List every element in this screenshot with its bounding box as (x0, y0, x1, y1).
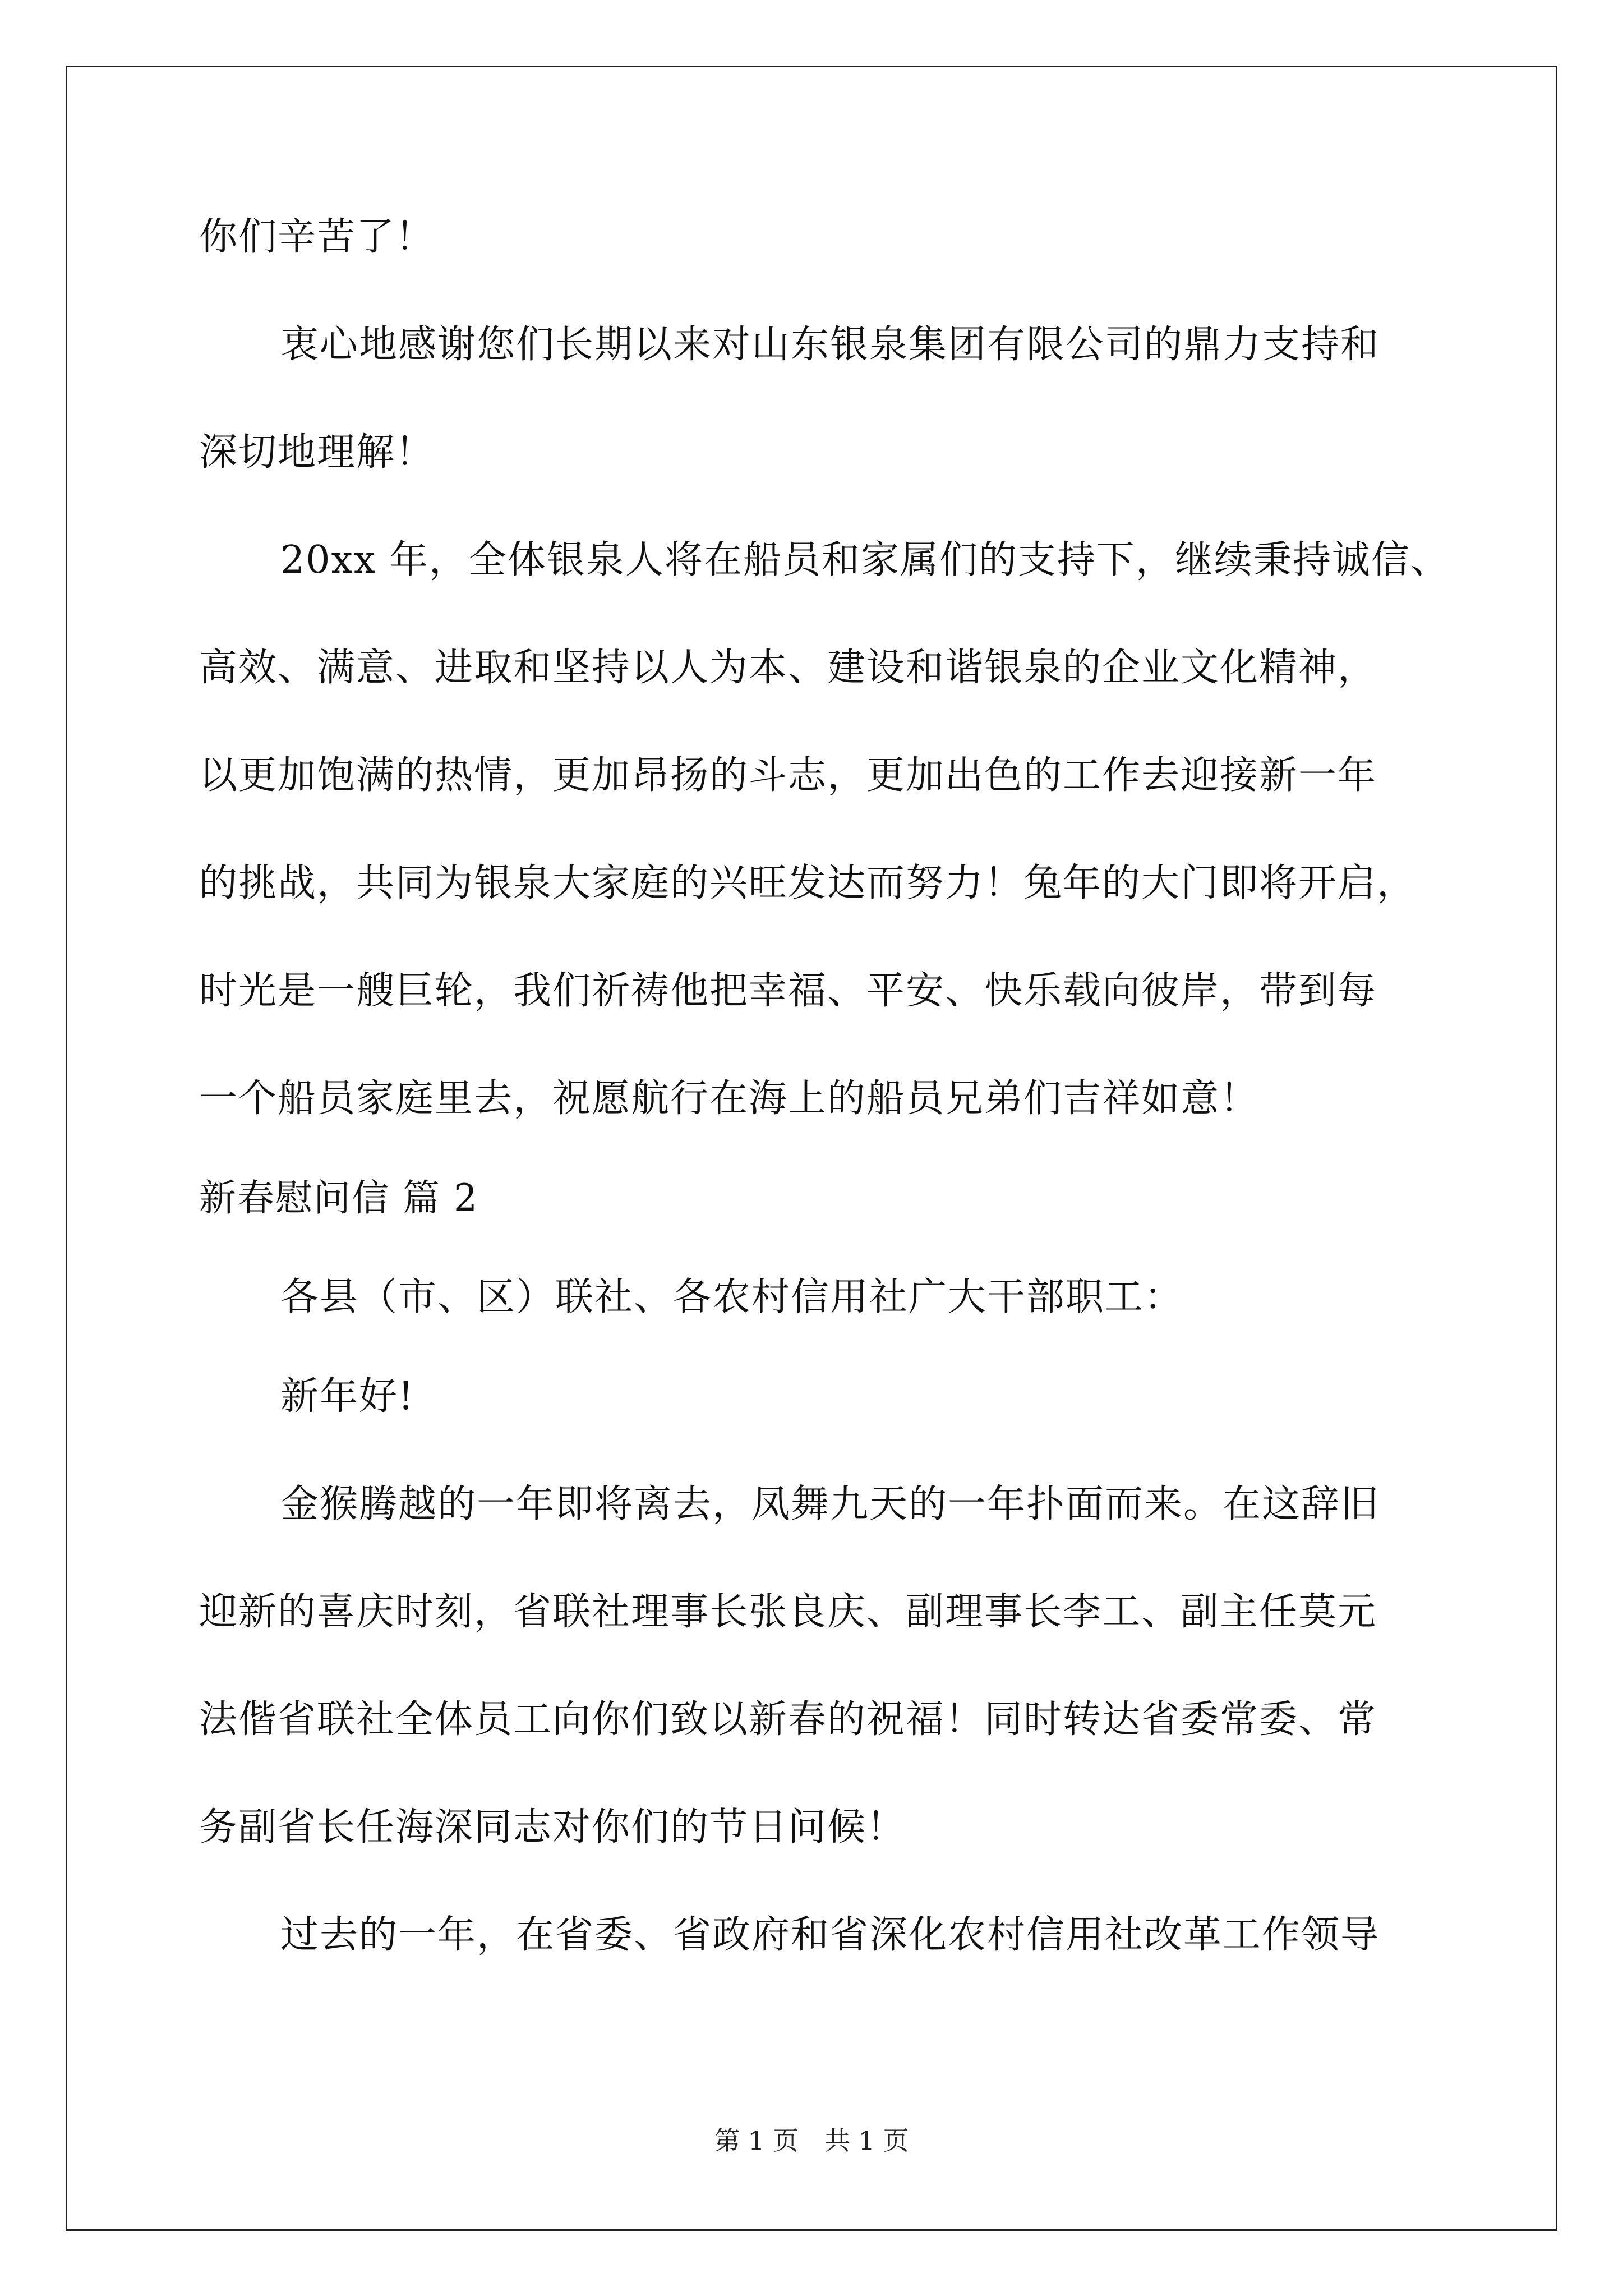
paragraph-line: 迎新的喜庆时刻，省联社理事长张良庆、副理事长李工、副主任莫元 (199, 1590, 1377, 1634)
paragraph-line: 你们辛苦了！ (199, 215, 435, 259)
paragraph-line: 务副省长任海深同志对你们的节日问候！ (199, 1805, 906, 1849)
paragraph-line: 新年好! (280, 1374, 415, 1419)
paragraph-line: 时光是一艘巨轮，我们祈祷他把幸福、平安、快乐载向彼岸，带到每 (199, 969, 1377, 1013)
section-heading: 新春慰问信 篇 2 (199, 1176, 478, 1220)
paragraph-line: 深切地理解！ (199, 430, 435, 475)
paragraph-line: 过去的一年，在省委、省政府和省深化农村信用社改革工作领导 (280, 1913, 1380, 1957)
paragraph-line: 以更加饱满的热情，更加昂扬的斗志，更加出色的工作去迎接新一年 (199, 753, 1377, 798)
paragraph-line: 的挑战，共同为银泉大家庭的兴旺发达而努力！兔年的大门即将开启， (199, 861, 1417, 905)
paragraph-line: 衷心地感谢您们长期以来对山东银泉集团有限公司的鼎力支持和 (280, 323, 1380, 367)
document-body (199, 210, 1450, 1962)
paragraph-line: 法偕省联社全体员工向你们致以新春的祝福！同时转达省委常委、常 (199, 1697, 1377, 1742)
paragraph-line: 高效、满意、进取和坚持以人为本、建设和谐银泉的企业文化精神， (199, 646, 1377, 690)
paragraph-line: 各县（市、区）联社、各农村信用社广大干部职工： (280, 1275, 1184, 1319)
paragraph-line: 20xx 年，全体银泉人将在船员和家属们的支持下，继续秉持诚信、 (280, 538, 1450, 582)
paragraph-line: 一个船员家庭里去，祝愿航行在海上的船员兄弟们吉祥如意！ (199, 1076, 1260, 1121)
paragraph-line: 金猴腾越的一年即将离去，凤舞九天的一年扑面而来。在这辞旧 (280, 1482, 1380, 1526)
page-footer: 第 1 页 共 1 页 (714, 2125, 909, 2156)
